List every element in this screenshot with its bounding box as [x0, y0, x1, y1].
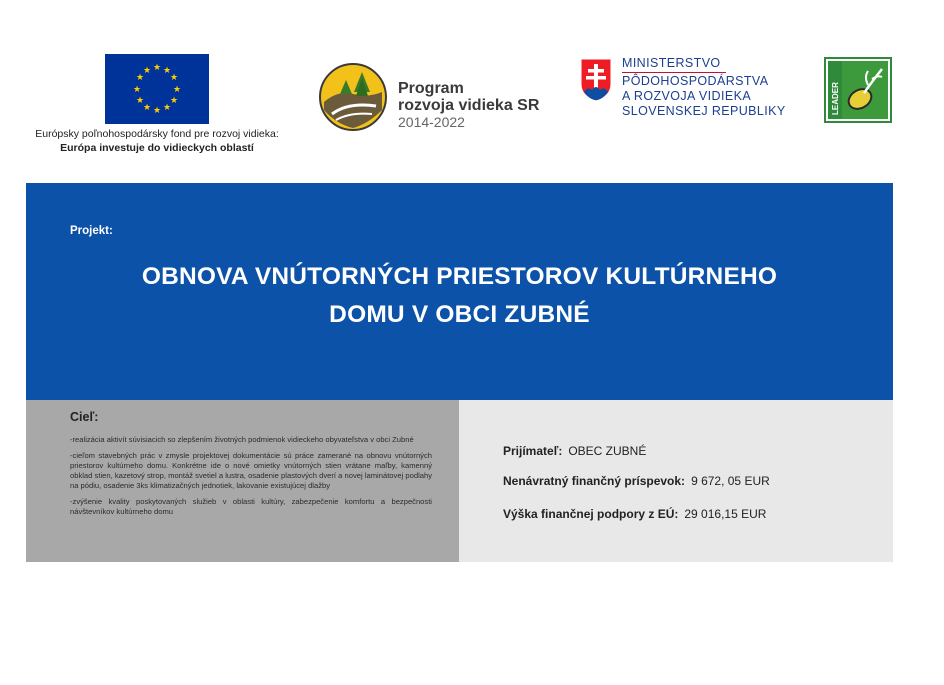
svg-text:★: ★	[142, 66, 152, 76]
info-panel	[459, 400, 893, 562]
goal-text	[70, 435, 432, 523]
svg-text:★: ★	[142, 103, 152, 113]
svg-text:★: ★	[135, 73, 145, 83]
ministry-text	[622, 56, 786, 119]
ministry-logo-block	[580, 56, 800, 126]
ministry-line4: SLOVENSKEJ REPUBLIKY	[622, 104, 786, 118]
project-title-line2: DOMU V OBCI ZUBNÉ	[329, 301, 590, 328]
ministry-line1: MINISTERSTVO	[622, 56, 721, 70]
eu-caption-line1: Európsky poľnohospodársky fond pre rozvoj vidieka:	[35, 128, 279, 140]
leader-label: LEADER	[831, 82, 840, 115]
eu-caption	[28, 127, 286, 155]
leader-logo-block	[824, 57, 892, 123]
prv-logo-block	[318, 62, 548, 132]
ministry-line2: PÔDOHOSPODÁRSTVA	[622, 74, 769, 88]
prv-text	[398, 80, 539, 131]
svg-text:★: ★	[162, 66, 172, 76]
grant-row	[503, 474, 770, 488]
svg-text:★: ★	[132, 85, 142, 95]
project-label: Projekt:	[70, 225, 113, 237]
svg-text:★: ★	[152, 106, 162, 116]
recipient-label: Prijímateľ:	[503, 444, 563, 458]
eu-support-value: 29 016,15 EUR	[684, 507, 767, 521]
svg-text:★: ★	[169, 96, 179, 106]
slovak-coat-of-arms-icon	[580, 58, 612, 102]
goal-panel	[26, 400, 459, 562]
eu-caption-line2: Európa investuje do vidieckych oblastí	[60, 142, 254, 154]
goal-paragraph: -cieľom stavebných prác v zmysle projektovej dokumentácie sú práce zamerané na obnovu vnútorných priestorov kultúrneho domu. Konkrétne ide o nové omietky vnútorných stien vrátane maľby, kamenný obklad stien, kazetový strop, montáž svetiel a lustra, osadenie plastových dverí a novej laminátovej podlahy na pódiu, osadenie 3ks klimatizačných jednotiek, lakovanie existujúcej dlažby	[70, 451, 432, 490]
svg-text:★: ★	[162, 103, 172, 113]
recipient-value: OBEC ZUBNÉ	[568, 444, 647, 458]
prv-line2: rozvoja vidieka SR	[398, 97, 540, 114]
svg-text:★: ★	[169, 73, 179, 83]
grant-value: 9 672, 05 EUR	[691, 474, 770, 488]
recipient-row	[503, 444, 646, 458]
ministry-line3: A ROZVOJA VIDIEKA	[622, 89, 752, 103]
project-title	[26, 258, 893, 334]
goal-paragraph: -realizácia aktivít súvisiacich so zlepšením životných podmienok vidieckeho obyvateľstva v obci Zubné	[70, 435, 414, 444]
ministry-red-rule	[622, 72, 726, 73]
prv-line3: 2014-2022	[398, 114, 465, 130]
leader-logo-icon	[824, 57, 892, 123]
goal-title: Cieľ:	[70, 410, 99, 424]
eu-support-label: Výška finančnej podpory z EÚ:	[503, 507, 679, 521]
grant-label: Nenávratný finančný príspevok:	[503, 474, 686, 488]
eu-stars	[105, 54, 209, 124]
svg-text:★: ★	[135, 96, 145, 106]
svg-text:★: ★	[172, 85, 182, 95]
svg-text:★: ★	[152, 63, 162, 73]
eu-flag-icon	[105, 54, 209, 124]
prv-line1: Program	[398, 80, 464, 97]
project-title-line1: OBNOVA VNÚTORNÝCH PRIESTOROV KULTÚRNEHO	[141, 263, 778, 290]
eu-support-row	[503, 507, 766, 521]
project-banner	[26, 183, 893, 400]
goal-paragraph: -zvýšenie kvality poskytovaných služieb v oblasti kultúry, zabezpečenie komfortu a bezpečnosti návštevníkov kultúrneho domu	[70, 497, 432, 516]
prv-emblem-icon	[318, 62, 388, 132]
